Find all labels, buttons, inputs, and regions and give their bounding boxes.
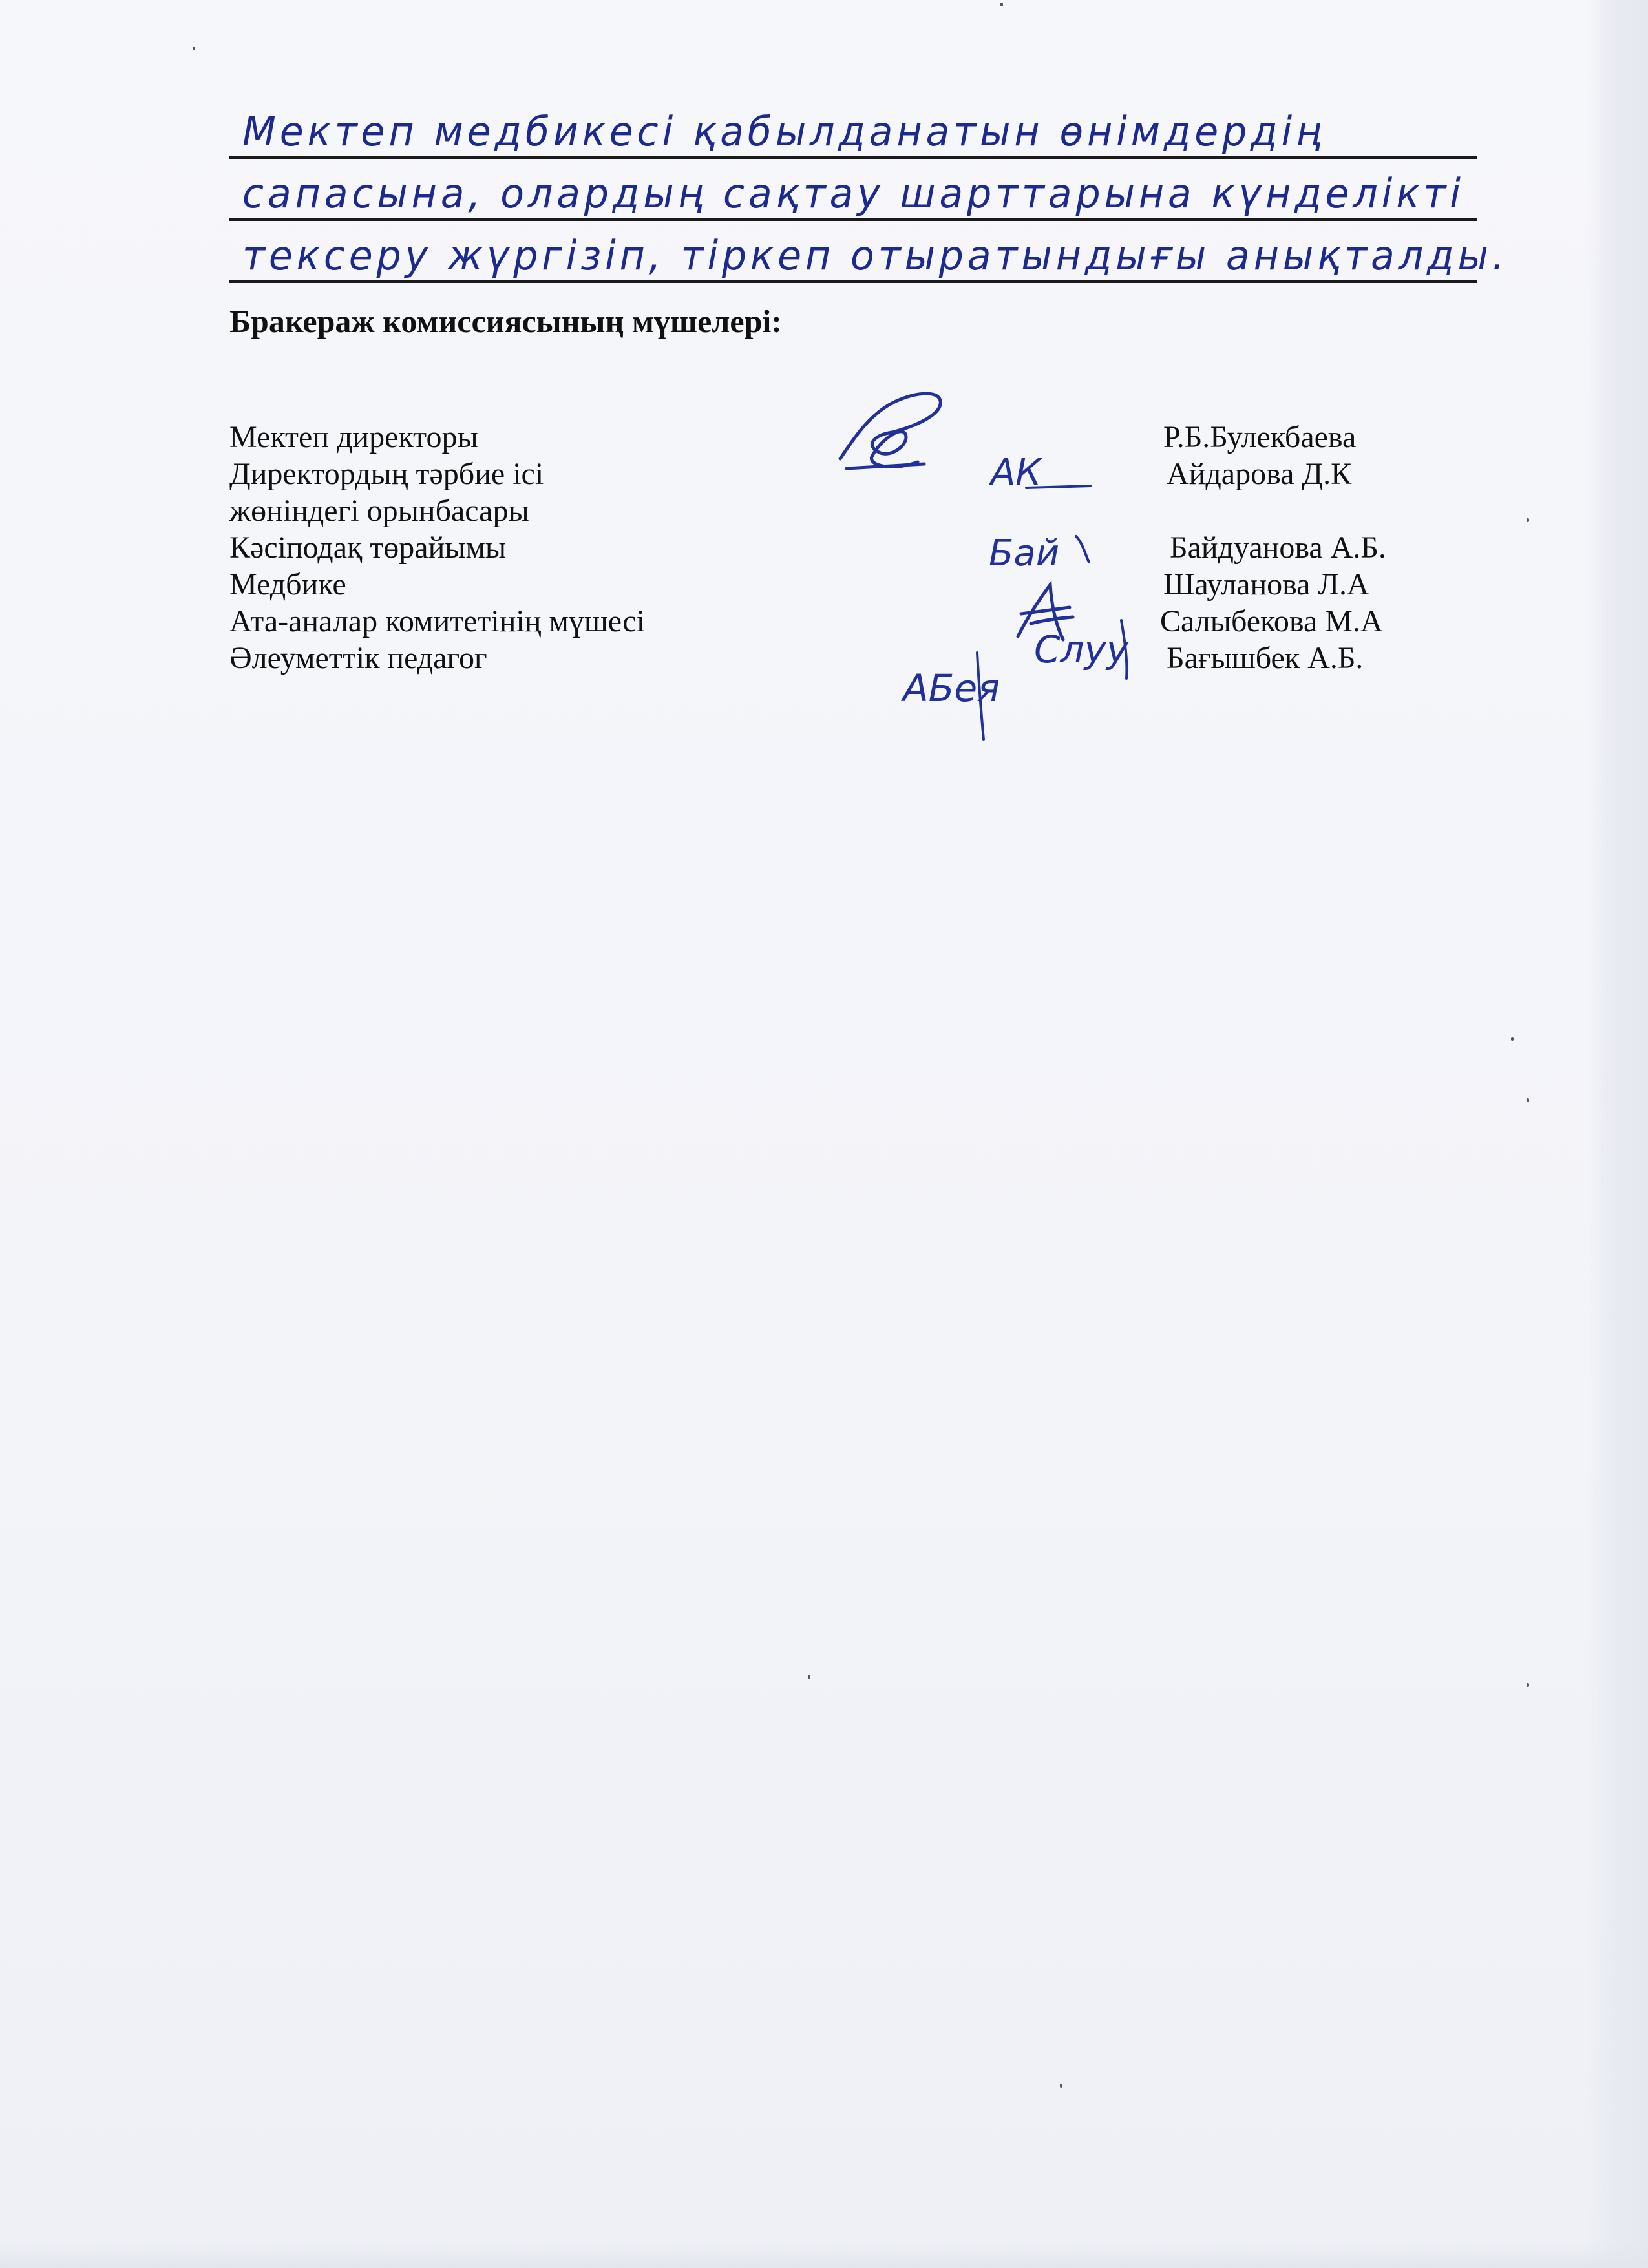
handwritten-text: тексеру жүргізіп, тіркеп отыратындығы анықталды. (242, 232, 1508, 279)
scan-speck (1060, 2084, 1062, 2088)
member-row (229, 603, 1457, 640)
handwritten-note (229, 97, 1508, 283)
member-name: Айдарова Д.К (1167, 457, 1352, 491)
handwritten-line (229, 97, 1477, 159)
member-name: Р.Б.Булекбаева (1163, 420, 1357, 454)
scan-speck (1527, 1098, 1529, 1102)
scan-speck (1527, 518, 1529, 522)
scan-speck (808, 1675, 810, 1679)
deputy-signature (988, 446, 1097, 498)
member-name: Шауланова Л.А (1163, 567, 1369, 602)
union-signature-text: Бай (989, 532, 1060, 574)
parents-signature (1031, 614, 1147, 685)
member-row (229, 492, 1457, 529)
member-role: Мектеп директоры (229, 420, 478, 454)
scan-edge-bottom (0, 2242, 1648, 2268)
parents-signature-text: Слуу (1034, 627, 1129, 671)
scan-speck (1511, 1037, 1514, 1041)
member-role: жөніндегі орынбасары (229, 494, 529, 528)
union-signature (986, 527, 1115, 578)
handwritten-line (229, 159, 1477, 221)
member-name: Бағышбек А.Б. (1167, 641, 1364, 675)
director-signature (827, 381, 969, 478)
member-row (229, 566, 1457, 603)
member-row (229, 640, 1457, 677)
scan-edge-right (1587, 0, 1648, 2268)
member-name: Салыбекова М.А (1160, 604, 1383, 638)
social-signature (900, 646, 1009, 743)
scan-speck (1527, 1683, 1529, 1687)
member-row (229, 529, 1457, 566)
scan-speck (1000, 3, 1003, 6)
member-role: Медбике (229, 567, 346, 602)
social-signature-text: АБея (903, 666, 1000, 710)
scan-speck (193, 47, 195, 50)
handwritten-text: сапасына, олардың сақтау шарттарына күнделікті (242, 170, 1464, 217)
commission-title: Бракераж комиссиясының мүшелері: (229, 303, 782, 339)
handwritten-text: Мектеп медбикесі қабылданатын өнімдердің (242, 108, 1326, 155)
member-name: Байдуанова А.Б. (1170, 530, 1386, 565)
deputy-signature-text: АК (991, 452, 1042, 494)
handwritten-line (229, 221, 1508, 283)
member-role: Директордың тәрбие ісі (229, 457, 544, 491)
member-role: Әлеуметтік педагог (229, 641, 487, 675)
member-role: Ата-аналар комитетінің мүшесі (229, 604, 645, 638)
member-role: Кәсіподақ төрайымы (229, 530, 507, 565)
